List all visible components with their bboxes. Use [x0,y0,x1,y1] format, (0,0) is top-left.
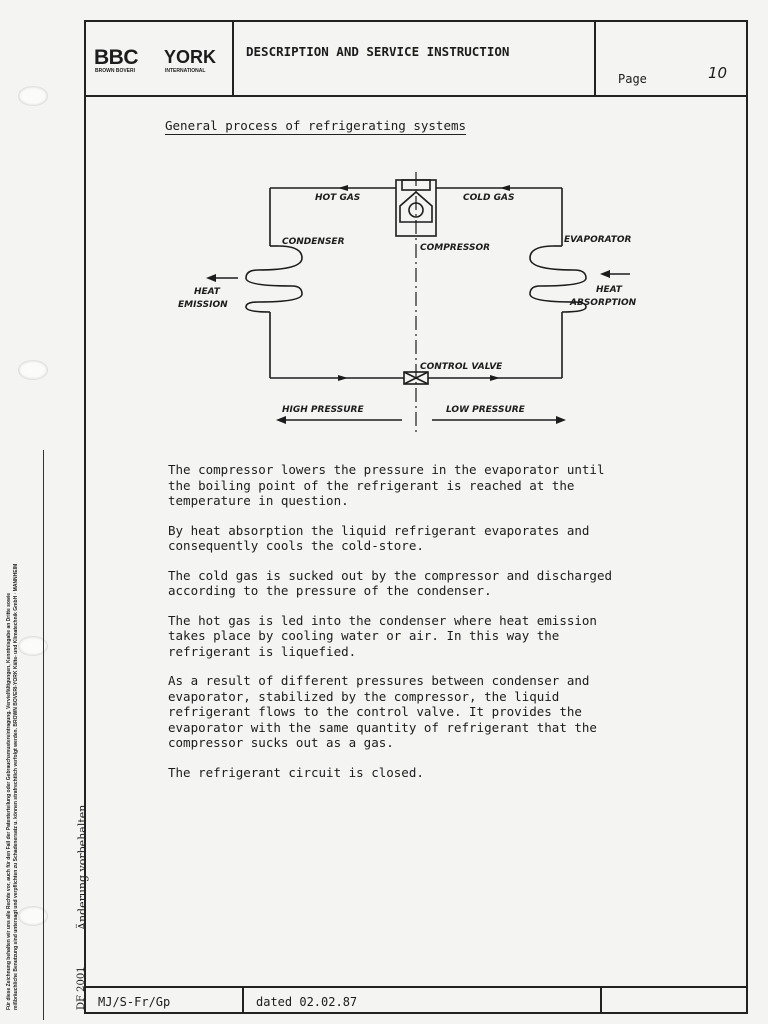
label-heat-absorption-1: HEAT [596,285,622,295]
refrigeration-cycle-diagram [170,170,650,440]
bbc-logo: BBC [94,46,138,69]
legal-line: mißbräuchliche Benutzung sind untersagt und verpflichten zu Schadenersatz u. können strafrechtlich verfolgt werden. BROWN BOVERI-YORK Kälte- und Klimatechnik GmbH · MANNHEIM [13,563,19,1010]
label-heat-absorption-2: ABSORPTION [570,298,637,308]
page-label: Page [618,72,647,86]
logo-block [84,20,234,95]
paragraph: The hot gas is led into the condenser where heat emission takes place by cooling water or air. In this way the refrigerant is liquefied. [168,612,597,659]
york-logo-subtitle: INTERNATIONAL [165,68,206,74]
paragraph: By heat absorption the liquid refrigerant evaporates and consequently cools the cold-store. [168,522,590,553]
page-number: 10 [708,64,728,82]
paragraph: The cold gas is sucked out by the compressor and discharged according to the pressure of the condenser. [168,567,613,598]
document-footer [84,986,748,1014]
legal-line: Für diese Zeichnung behalten wir uns alle Rechte vor, auch für den Fall der Patenterteilung oder Gebrauchsmustereintragung. Vervielfältigungen, Kenntnisgabe an Dritte sowie [6,592,12,1010]
label-control-valve: CONTROL VALVE [420,362,503,372]
document-title: DESCRIPTION AND SERVICE INSTRUCTION [246,44,510,59]
label-evaporator: EVAPORATOR [564,235,632,245]
paragraph: The refrigerant circuit is closed. [168,764,424,780]
reserve-note: Änderung vorbehalten [76,804,89,930]
description-text [168,462,738,794]
label-heat-emission-2: EMISSION [178,300,228,310]
york-logo: YORK [164,47,217,67]
label-hot-gas: HOT GAS [315,193,361,203]
label-heat-emission-1: HEAT [194,287,220,297]
footer-date-cell [244,988,602,1014]
legal-notice [6,450,20,1010]
document-code: MJ/S-Fr/Gp [98,995,171,1009]
footer-code-cell [84,988,244,1014]
label-low-pressure: LOW PRESSURE [446,405,525,415]
label-condenser: CONDENSER [282,237,345,247]
title-block [234,20,596,95]
label-compressor: COMPRESSOR [420,243,491,253]
punch-hole [18,86,48,106]
document-header [84,20,748,97]
legal-notice-strip [0,450,44,1020]
punch-hole [18,360,48,380]
paragraph: The compressor lowers the pressure in the evaporator until the boiling point of the refrigerant is reached at the temperature in question. [168,462,605,508]
bbc-logo-subtitle: BROWN BOVERI [95,68,135,74]
form-code: DF 2001 [76,966,87,1010]
paragraph: As a result of different pressures between condenser and evaporator, stabilized by the compressor, the liquid refrigerant flows to the control valve. It provides the evaporator with the same quantity of refrigerant that the compressor sucks out as a gas. [168,673,597,750]
section-heading: General process of refrigerating systems [165,118,467,133]
label-high-pressure: HIGH PRESSURE [282,405,364,415]
document-date: dated 02.02.87 [256,995,358,1009]
label-cold-gas: COLD GAS [463,193,515,203]
